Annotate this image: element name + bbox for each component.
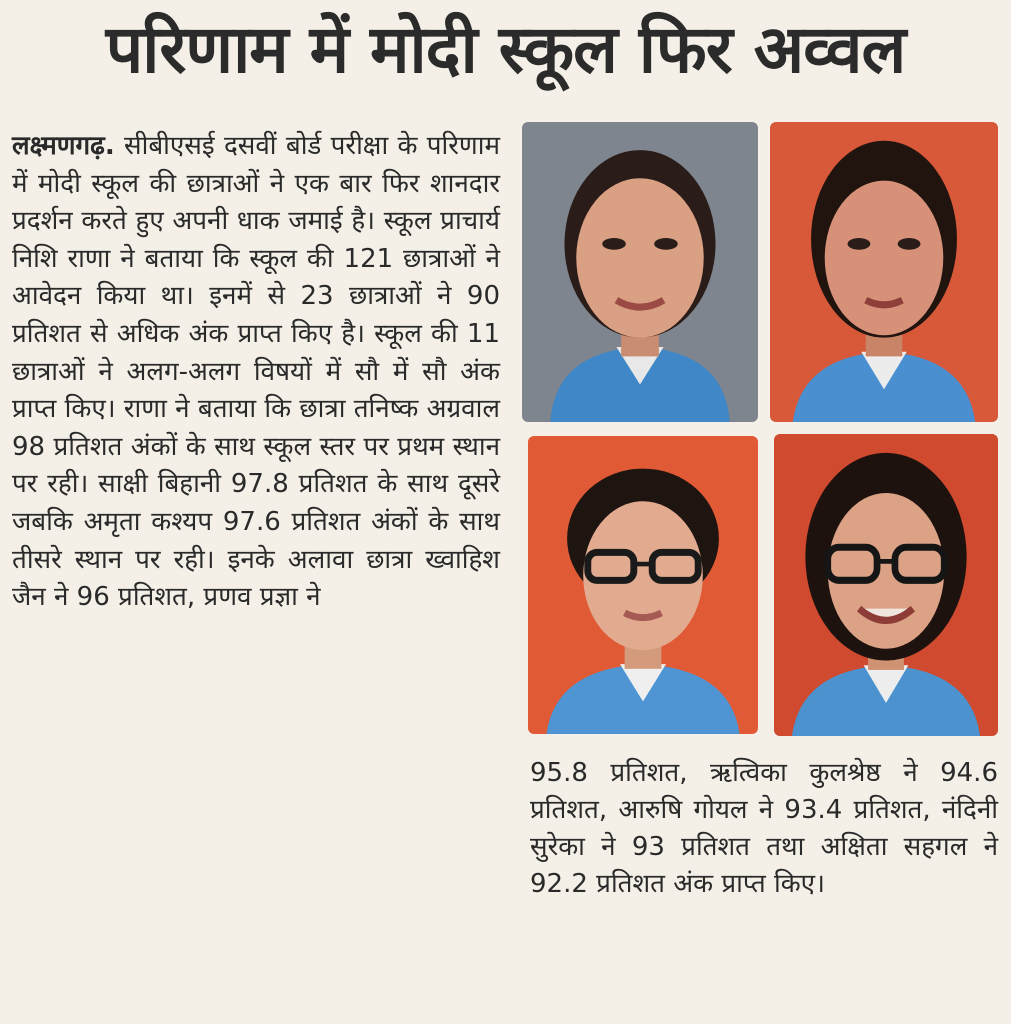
student-portrait-icon [522, 122, 758, 422]
dateline: लक्ष्मणगढ़. [12, 131, 115, 161]
student-photo-1 [522, 122, 758, 422]
student-portrait-icon [774, 434, 998, 736]
article-body-left [12, 128, 500, 617]
article-text-left: सीबीएसई दसवीं बोर्ड परीक्षा के परिणाम में मोदी स्कूल की छात्राओं ने एक बार फिर शानदार प्रदर्शन करते हुए अपनी धाक जमाई है। स्कूल प्राचार्य निशि राणा ने बताया कि स्कूल की 121 छात्राओं ने आवेदन किया था। इनमें से 23 छात्राओं ने 90 प्रतिशत से अधिक अंक प्राप्त किए है। स्कूल की 11 छात्राओं ने अलग-अलग विषयों में सौ में सौ अंक प्राप्त किए। राणा ने बताया कि छात्रा तनिष्क अग्रवाल 98 प्रतिशत अंकों के साथ स्कूल स्तर पर प्रथम स्थान पर रही। साक्षी बिहानी 97.8 प्रतिशत के साथ दूसरे जबकि अमृता कश्यप 97.6 प्रतिशत अंकों के साथ तीसरे स्थान पर रही। इनके अलावा छात्रा ख्वाहिश जैन ने 96 प्रतिशत, प्रणव प्रज्ञा ने [12, 131, 500, 613]
headline: परिणाम में मोदी स्कूल फिर अव्वल [105, 11, 906, 88]
student-portrait-icon [528, 436, 758, 734]
student-photo-4 [774, 434, 998, 736]
article-body-right: 95.8 प्रतिशत, ऋत्विका कुलश्रेष्ठ ने 94.6 प्रतिशत, आरुषि गोयल ने 93.4 प्रतिशत, नंदिनी सुरेका ने 93 प्रतिशत तथा अक्षिता सहगल ने 92.2 प्रतिशत अंक प्राप्त किए। [530, 758, 998, 899]
student-portrait-icon [770, 122, 998, 422]
student-photo-3 [528, 436, 758, 734]
student-photo-2 [770, 122, 998, 422]
student-photo-grid [520, 122, 1000, 742]
